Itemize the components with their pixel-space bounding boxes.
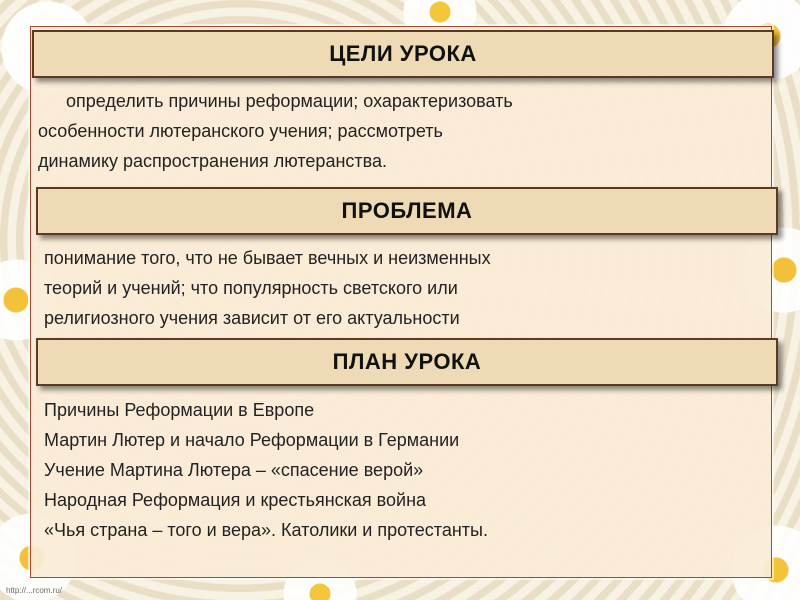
- problem-heading: [36, 187, 778, 235]
- goals-line: определить причины реформации; охарактеризовать: [66, 91, 513, 111]
- problem-line: религиозного учения зависит от его актуальности: [44, 308, 460, 328]
- plan-list: [44, 395, 764, 545]
- problem-heading-text: ПРОБЛЕМА: [341, 198, 473, 223]
- plan-heading: [36, 338, 778, 386]
- watermark: http://...rcom.ru/: [6, 586, 63, 595]
- problem-line: теорий и учений; что популярность светского или: [44, 278, 458, 298]
- problem-text: [44, 243, 764, 333]
- plan-item: Мартин Лютер и начало Реформации в Германии: [44, 430, 460, 450]
- goals-text: [38, 86, 758, 176]
- plan-item: Народная Реформация и крестьянская война: [44, 490, 427, 510]
- goals-line: особенности лютеранского учения; рассмотреть: [38, 121, 443, 141]
- goals-heading: [32, 30, 774, 78]
- problem-line: понимание того, что не бывает вечных и неизменных: [44, 248, 491, 268]
- goals-line: динамику распространения лютеранства.: [38, 151, 388, 171]
- plan-heading-text: ПЛАН УРОКА: [332, 349, 482, 374]
- plan-item: Причины Реформации в Европе: [44, 400, 315, 420]
- plan-item: Учение Мартина Лютера – «спасение верой»: [44, 460, 424, 480]
- plan-item: «Чья страна – того и вера». Католики и протестанты.: [44, 520, 488, 540]
- goals-heading-text: ЦЕЛИ УРОКА: [329, 41, 477, 66]
